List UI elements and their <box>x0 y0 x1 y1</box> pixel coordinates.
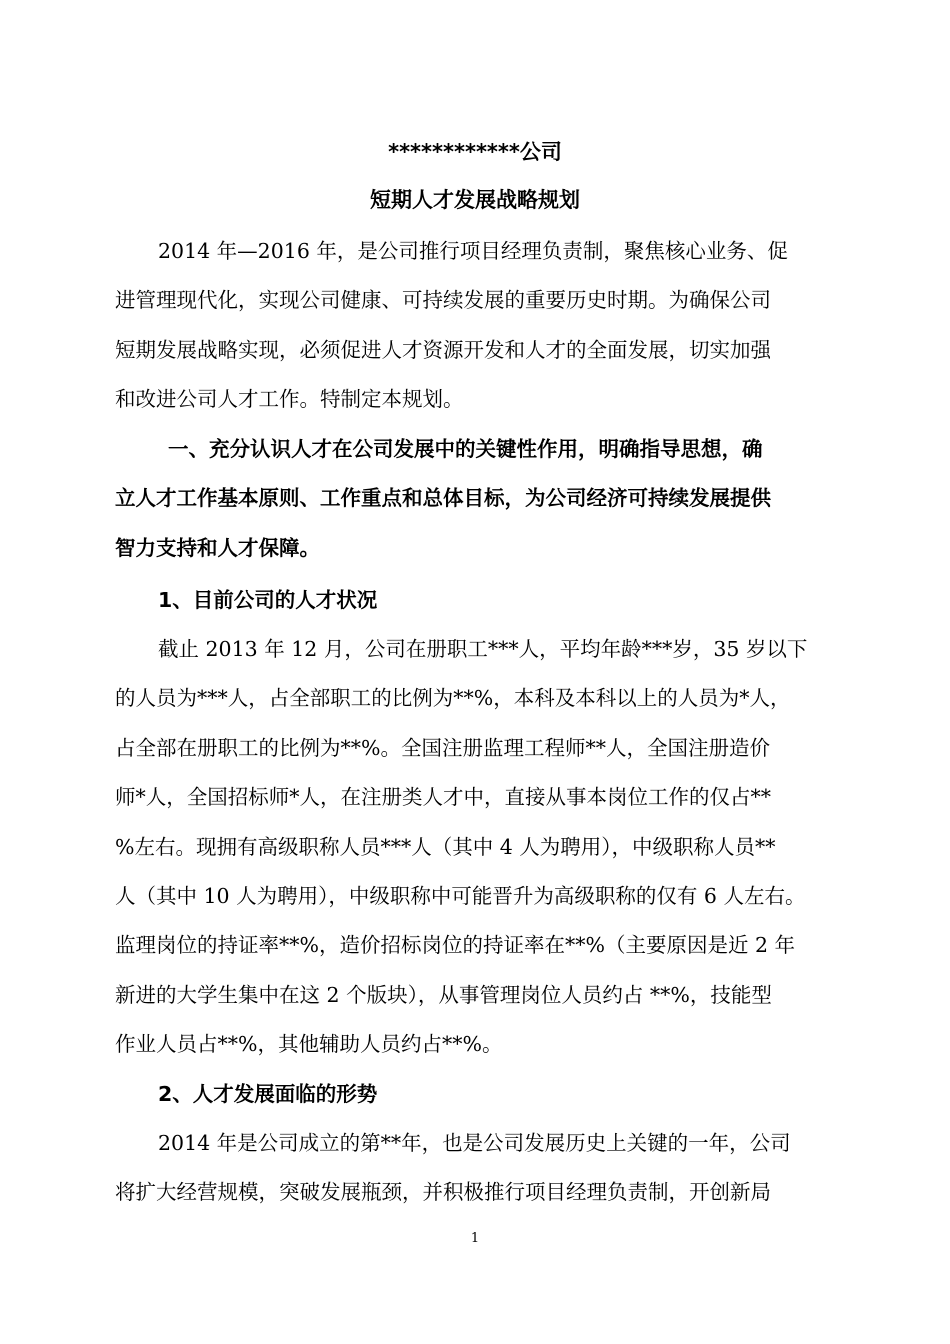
section-1-heading <box>115 425 835 573</box>
subsection-1-heading-text: 1、目前公司的人才状况 <box>158 588 378 612</box>
section-1-heading-line: 一、充分认识人才在公司发展中的关键性作用，明确指导思想，确 <box>168 437 763 461</box>
subsection-1-line: 师*人，全国招标师*人，在注册类人才中，直接从事本岗位工作的仅占** <box>115 785 771 810</box>
section-1-heading-line: 立人才工作基本原则、工作重点和总体目标，为公司经济可持续发展提供 <box>115 486 771 511</box>
subsection-1-line: 监理岗位的持证率**%，造价招标岗位的持证率在**%（主要原因是近 2 年 <box>115 933 796 958</box>
subsection-1-paragraph <box>115 625 835 1070</box>
document-title-company: ************公司 <box>388 140 562 164</box>
subsection-2-heading <box>115 1070 835 1119</box>
subsection-1-line: 新进的大学生集中在这 2 个版块），从事管理岗位人员约占 **%，技能型 <box>115 982 772 1007</box>
subsection-1-line: 作业人员占**%，其他辅助人员约占**%。 <box>115 1032 503 1057</box>
section-1-heading-line: 智力支持和人才保障。 <box>115 535 320 560</box>
subsection-1-line: 截止 2013 年 12 月，公司在册职工***人，平均年龄***岁，35 岁以下 <box>158 637 808 661</box>
subsection-1-line: 人（其中 10 人为聘用），中级职称中可能晋升为高级职称的仅有 6 人左右。 <box>115 883 806 908</box>
page-number: 1 <box>470 1231 480 1246</box>
subsection-1-line: 的人员为***人，占全部职工的比例为**%，本科及本科以上的人员为*人， <box>115 686 791 711</box>
subsection-1-heading <box>115 576 835 625</box>
document-title-plan: 短期人才发展战略规划 <box>370 188 580 212</box>
intro-paragraph <box>115 227 835 425</box>
intro-line: 2014 年—2016 年，是公司推行项目经理负责制，聚焦核心业务、促 <box>158 239 788 263</box>
subsection-1-line: %左右。现拥有高级职称人员***人（其中 4 人为聘用），中级职称人员** <box>115 834 776 859</box>
intro-line: 短期发展战略实现，必须促进人才资源开发和人才的全面发展，切实加强 <box>115 337 771 362</box>
subsection-2-line: 2014 年是公司成立的第**年，也是公司发展历史上关键的一年，公司 <box>158 1131 791 1155</box>
subsection-2-heading-text: 2、人才发展面临的形势 <box>158 1082 378 1106</box>
intro-line: 和改进公司人才工作。特制定本规划。 <box>115 387 464 412</box>
subsection-1-line: 占全部在册职工的比例为**%。全国注册监理工程师**人，全国注册造价 <box>115 735 770 760</box>
subsection-2-line: 将扩大经营规模，突破发展瓶颈，并积极推行项目经理负责制，开创新局 <box>115 1180 771 1205</box>
intro-line: 进管理现代化，实现公司健康、可持续发展的重要历史时期。为确保公司 <box>115 288 771 313</box>
subsection-2-paragraph <box>115 1119 835 1218</box>
